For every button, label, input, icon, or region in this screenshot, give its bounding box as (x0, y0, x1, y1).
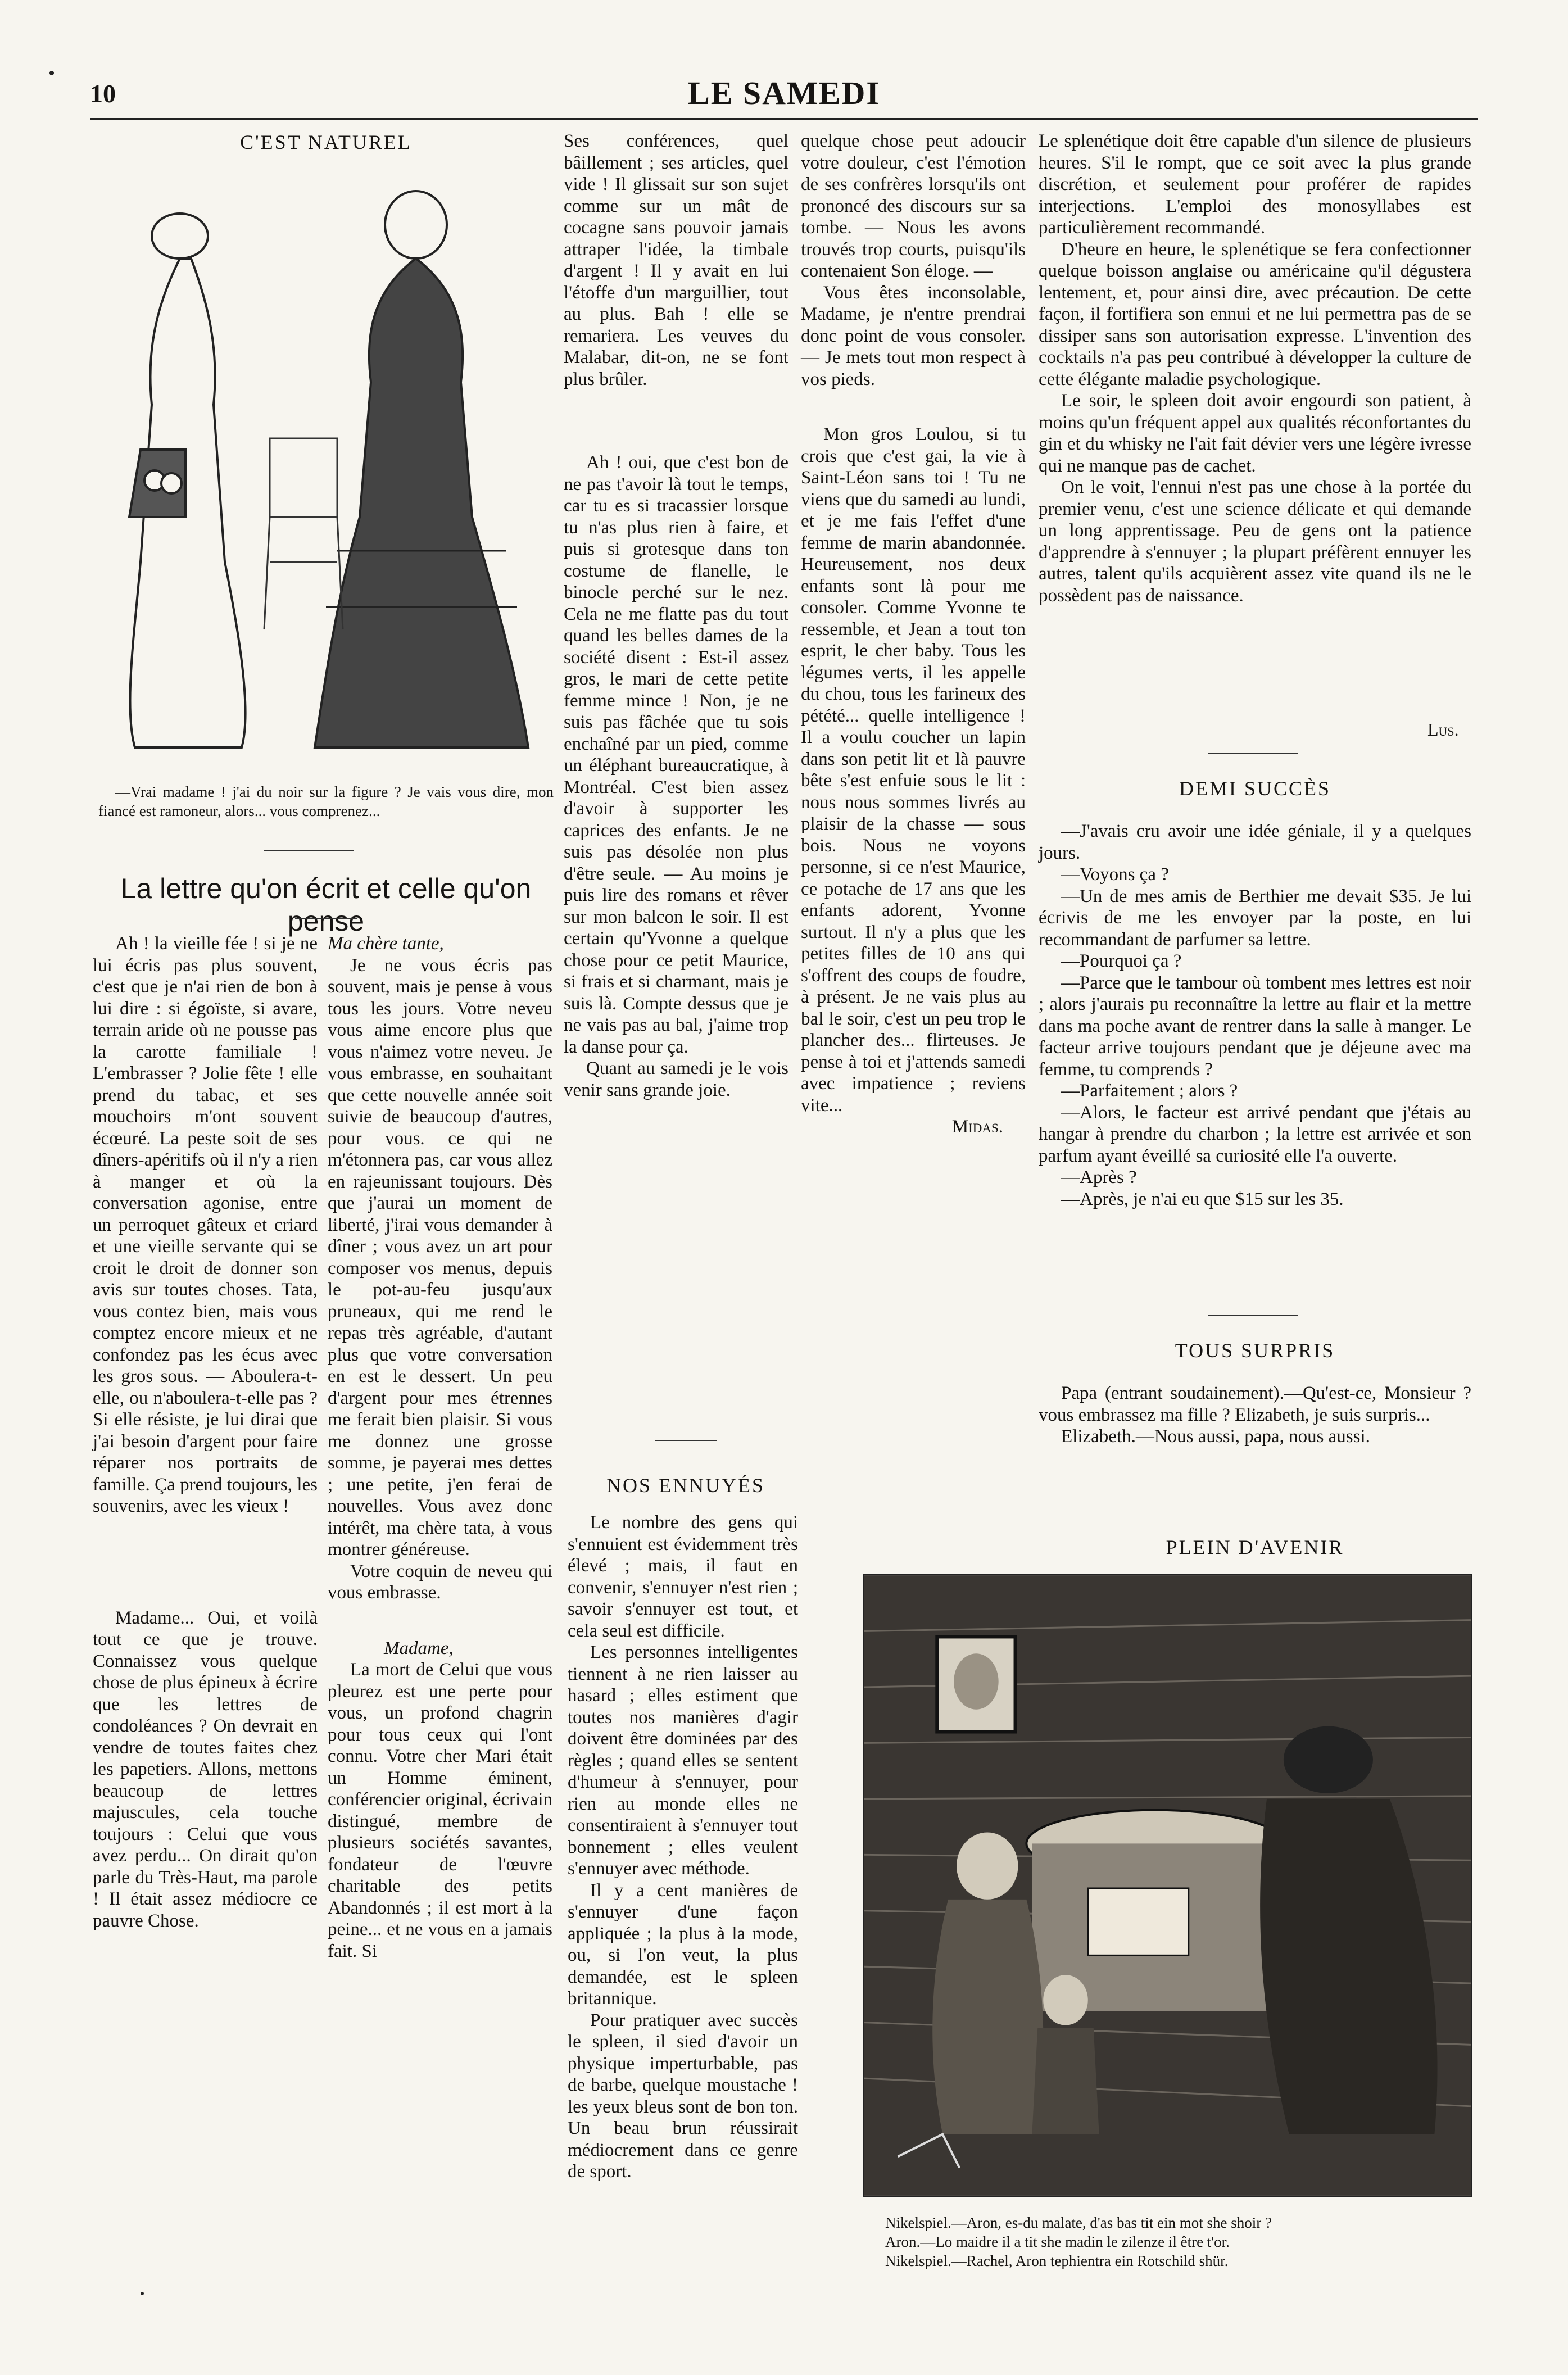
column-4 (801, 130, 1026, 1138)
divider (1208, 753, 1298, 754)
demi-succes-title: DEMI SUCCÈS (1179, 777, 1331, 800)
cest-naturel-illustration (101, 169, 545, 764)
lettre-title: La lettre qu'on écrit et celle qu'on pense (120, 873, 532, 937)
ennuyes-paragraph: Pour pratiquer avec succès le spleen, il sied d'avoir un physique imperturbable, pas de barbe, quelque moustache ! les yeux bleus sont de bon ton. Un beau brun réussirait médiocrement dans ce genre de sport. (568, 2010, 798, 2182)
salutation: Ma chère tante, (328, 933, 444, 954)
dialogue-line: —J'avais cru avoir une idée géniale, il y a quelques jours. (1039, 821, 1471, 863)
lettre-paragraph: Je ne vous écris pas souvent, mais je pense à vous tous les jours. Votre neveu vous aime encore plus que vous n'aimez votre neveu. Je vous embrasse, en souhaitant que cette nouvelle année soit suivie de beaucoup d'autres, pour vous. ce qui ne m'étonnera pas, car vous allez en rajeunissant toujours. Dès que j'aurai un moment de liberté, j'irai vous demander à dîner ; vous avez un art pour composer vos menus, depuis le pot-au-feu jusqu'aux pruneaux, qui me rend le repas très agréable, d'autant plus que votre conversation en est le dessert. Un peu d'argent pour mes étrennes me ferait bien plaisir. Si vous me donnez une grosse somme, je payerai mes dettes ; une petite, j'en ferai de nouvelles. Vous avez donc intérêt, ma chère tata, à vous montrer généreuse. (328, 955, 552, 1560)
caption-line: Nikelspiel.—Aron, es-du malate, d'as bas tit ein mot she shoir ? (885, 2214, 1272, 2231)
column-3 (564, 130, 788, 1101)
dialogue-line: Papa (entrant soudainement).—Qu'est-ce, Monsieur ? vous embrassez ma fille ? Elizabeth, je suis surpris... (1039, 1383, 1471, 1425)
dialogue-line: —Pourquoi ça ? (1061, 951, 1182, 971)
lettre-paragraph: Votre coquin de neveu qui vous embrasse. (328, 1561, 552, 1603)
cest-naturel-title: C'EST NATUREL (240, 131, 412, 153)
ennuyes-paragraph: Les personnes intelligentes tiennent à ne rien laisser au hasard ; elles estiment que toutes nos manières d'agir doivent être dominées par des règles ; quand elles se sentent d'humeur à s'ennuyer, pour rien au monde elles ne consentiraient à s'ennuyer tout bonnement ; elles veulent s'ennuyer avec méthode. (568, 1642, 798, 1879)
caption-line: Nikelspiel.—Rachel, Aron tephientra ein Rotschild shür. (885, 2252, 1229, 2269)
dialogue-line: —Après, je n'ai eu que $15 sur les 35. (1061, 1189, 1344, 1209)
dialogue-line: —Voyons ça ? (1061, 864, 1169, 885)
newspaper-title: LE SAMEDI (688, 75, 880, 111)
column-2 (328, 933, 552, 1962)
demi-succes-column (1039, 821, 1471, 1210)
lettre-paragraph: Ses conférences, quel bâillement ; ses articles, quel vide ! Il glissait sur son sujet comme sur un mât de cocagne sans pouvoir jamais attraper l'idée, la timbale d'argent ! Il y avait en lui l'étoffe d'un marguillier, tout au plus. Bah ! elle se remariera. Les veuves du Malabar, dit-on, ne se font plus brûler. (564, 131, 788, 389)
ennuyes-paragraph: Le nombre des gens qui s'ennuient est évidemment très élevé ; mais, il faut en convenir, s'ennuyer n'est rien ; savoir s'ennuyer est tout, et cela seul est difficile. (568, 1512, 798, 1641)
ennuyes-paragraph: D'heure en heure, le splenétique se fera confectionner quelque boisson anglaise ou américaine qu'il dégustera lentement, et, pour ainsi dire, avec précaution. De cette façon, il fortifiera son ennui et ne lui permettra pas de se dissiper sans son autorisation expresse. L'invention des cocktails n'a pas peu contribué à développer la culture de cette élégante maladie psychologique. (1039, 239, 1471, 389)
dialogue-line: —Un de mes amis de Berthier me devait $35. Je lui écrivis de me les envoyer par la poste, en lui recommandant de parfumer sa lettre. (1039, 886, 1471, 950)
dialogue-line: —Après ? (1061, 1167, 1137, 1188)
ennuyes-paragraph: Il y a cent manières de s'ennuyer d'une façon appliquée ; la plus à la mode, ou, si l'on veut, la plus demandée, est le spleen britannique. (568, 1880, 798, 2009)
divider (295, 918, 357, 919)
plein-avenir-caption (885, 2213, 1470, 2270)
plein-avenir-title: PLEIN D'AVENIR (1166, 1536, 1344, 1558)
salutation: Madame, (384, 1638, 454, 1658)
column-1 (93, 933, 318, 1932)
cest-naturel-caption-text: —Vrai madame ! j'ai du noir sur la figure ? Je vais vous dire, mon fiancé est ramoneur, alors... vous comprenez... (98, 783, 554, 819)
lettre-signature: Midas. (951, 1117, 1003, 1137)
tous-surpris-title: TOUS SURPRIS (1175, 1339, 1335, 1362)
lettre-paragraph: Madame... Oui, et voilà tout ce que je trouve. Connaissez vous quelque chose de plus épineux à écrire que les lettres de condoléances ? On devrait en vendre de toutes faites chez les papetiers. Allons, mettons beaucoup de lettres majuscules, cela touche toujours : Celui que vous avez perdu... On dirait qu'on parle du Très-Haut, ma parole ! Il était assez médiocre ce pauvre Chose. (93, 1607, 318, 1931)
lettre-paragraph: Ah ! oui, que c'est bon de ne pas t'avoir là tout le temps, car tu es si tracassier lorsque tu n'as plus rien à faire, et puis si grotesque dans ton costume de flanelle, le binocle perché sur le nez. Cela ne me flatte pas du tout quand les belles dames de la société disent : Est-il assez gros, le mari de cette petite femme mince ! Non, je ne suis pas fâchée que tu sois enchaîné par un pied, comme un éléphant bureaucratique, à Montréal. C'est bien assez d'avoir à supporter les caprices des enfants. Je ne suis pas désolée non plus d'être seule. — Au moins je puis lire des romans et rêver sur mon balcon le soir. Il est certain qu'Yvonne a quelque chose pour ce petit Maurice, si frais et si charmant, mais je suis là. Compte dessus que je ne vais pas au bal, j'aime trop la danse pour ça. (564, 452, 788, 1057)
header-rule (90, 118, 1478, 120)
caption-line: Aron.—Lo maidre il a tit she madin le zilenze il être t'or. (885, 2233, 1230, 2250)
divider (264, 850, 354, 851)
ennuyes-paragraph: Le soir, le spleen doit avoir engourdi son patient, à moins qu'un fréquent appel aux qualités réconfortantes du gin et du whisky ne l'ait fait dévier vers une légère ivresse qui ne manque pas de cachet. (1039, 391, 1471, 476)
divider (1208, 1315, 1298, 1316)
dialogue-line: —Alors, le facteur est arrivé pendant que j'étais au hangar à prendre du charbon ; la lettre est arrivée et son parfum ayant éveillé sa curiosité elle l'a ouverte. (1039, 1102, 1471, 1166)
ennuyes-column (568, 1512, 798, 2183)
dialogue-line: —Parce que le tambour où tombent mes lettres est noir ; alors j'aurais pu reconnaître la lettre au flair et la mettre dans ma poche avant de rentrer dans la salle à manger. Le facteur arrive toujours pendant que je déjeune avec ma femme, tu comprends ? (1039, 972, 1471, 1080)
tous-surpris-column (1039, 1383, 1471, 1448)
lettre-paragraph: Vous êtes inconsolable, Madame, je n'entre prendrai donc point de vous consoler. — Je mets tout mon respect à vos pieds. (801, 282, 1026, 389)
cest-naturel-caption (98, 782, 554, 821)
ennuyes-signature: Lus. (1427, 719, 1459, 740)
ennuyes-title: NOS ENNUYÉS (606, 1474, 765, 1497)
lettre-paragraph: Mon gros Loulou, si tu crois que c'est gai, la vie à Saint-Léon sans toi ! Tu ne viens que du samedi au lundi, et je me fais l'effet d'une femme de marin abandonnée. Heureusement, nos deux enfants sont là pour me consoler. Comme Yvonne te ressemble, et Jean a tout ton esprit, le cher baby. Tous les légumes verts, il les appelle du chou, tous les farineux des pétété... quelle intelligence ! Il a voulu coucher un lapin dans son petit lit et là pauvre bête s'est enfuie sous le lit : nous nous sommes livrés au plaisir de la chasse — sous bois. Nous ne voyons personne, si ce n'est Maurice, ce potache de 17 ans que les enfants adorent, Yvonne surtout. Il n'y a plus que les petites filles de 10 ans qui s'offrent des coups de foudre, à présent. Je ne vais plus au bal le soir, c'est un peu trop le plancher des... flirteuses. Je pense à toi et j'attends samedi avec impatience ; reviens vite... (801, 424, 1026, 1116)
ennuyes-paragraph: Le splenétique doit être capable d'un silence de plusieurs heures. S'il le rompt, que ce soit avec la plus grande discrétion, et seulement pour proférer de rapides interjections. L'emploi des monosyllabes est particulièrement recommandé. (1039, 131, 1471, 238)
page-number: 10 (90, 79, 116, 108)
margin-dot (141, 2292, 144, 2295)
lettre-paragraph: Ah ! la vieille fée ! si je ne lui écris pas plus souvent, c'est que je n'ai rien de bon à lui dire : si égoïste, si avare, terrain aride où ne pousse pas la carotte familiale ! L'embrasser ? Jolie fête ! elle prend du tabac, et ses mouchoirs m'ont souvent écœuré. La peste soit de ses dîners-apéritifs où il n'y a rien à manger et où la conversation agonise, entre un perroquet gâteux et criard et une vieille servante qui se croit le droit de donner son avis sur toutes choses. Tata, vous contez bien, mais vous comptez encore mieux et ne confondez pas les écus avec les gros sous. — Aboulera-t-elle, ou n'aboulera-t-elle pas ? Si elle résiste, je lui dirai que j'ai besoin d'argent pour faire réparer nos portraits de famille. Ça prend toujours, les souvenirs, avec les vieux ! (93, 933, 318, 1516)
plein-avenir-illustration (863, 1574, 1472, 2197)
dialogue-line: Elizabeth.—Nous aussi, papa, nous aussi. (1061, 1426, 1370, 1447)
column-5 (1039, 130, 1471, 606)
dialogue-line: —Parfaitement ; alors ? (1061, 1081, 1238, 1101)
lettre-paragraph: Quant au samedi je le vois venir sans grande joie. (564, 1058, 788, 1100)
divider (655, 1440, 717, 1441)
lettre-paragraph: quelque chose peut adoucir votre douleur, c'est l'émotion de ses confrères lorsqu'ils ont prononcé des discours sur sa tombe. — Nous les avons trouvés trop courts, puisqu'ils contenaient Son éloge. — (801, 131, 1026, 281)
lettre-paragraph: La mort de Celui que vous pleurez est une perte pour vous, un profond chagrin pour tous ceux qui l'ont connu. Votre cher Mari était un Homme éminent, conférencier original, écrivain distingué, membre de plusieurs sociétés savantes, fondateur de l'œuvre charitable des petits Abandonnés ; il est mort à la peine... et ne vous en a jamais fait. Si (328, 1660, 552, 1961)
ennuyes-paragraph: On le voit, l'ennui n'est pas une chose à la portée du premier venu, c'est une science délicate et qui demande un long apprentissage. Peu de gens ont la patience d'apprendre à s'ennuyer ; la plupart préfèrent ennuyer les autres, talent qu'ils acquièrent assez vite quand ils ne le possèdent pas de naissance. (1039, 477, 1471, 606)
